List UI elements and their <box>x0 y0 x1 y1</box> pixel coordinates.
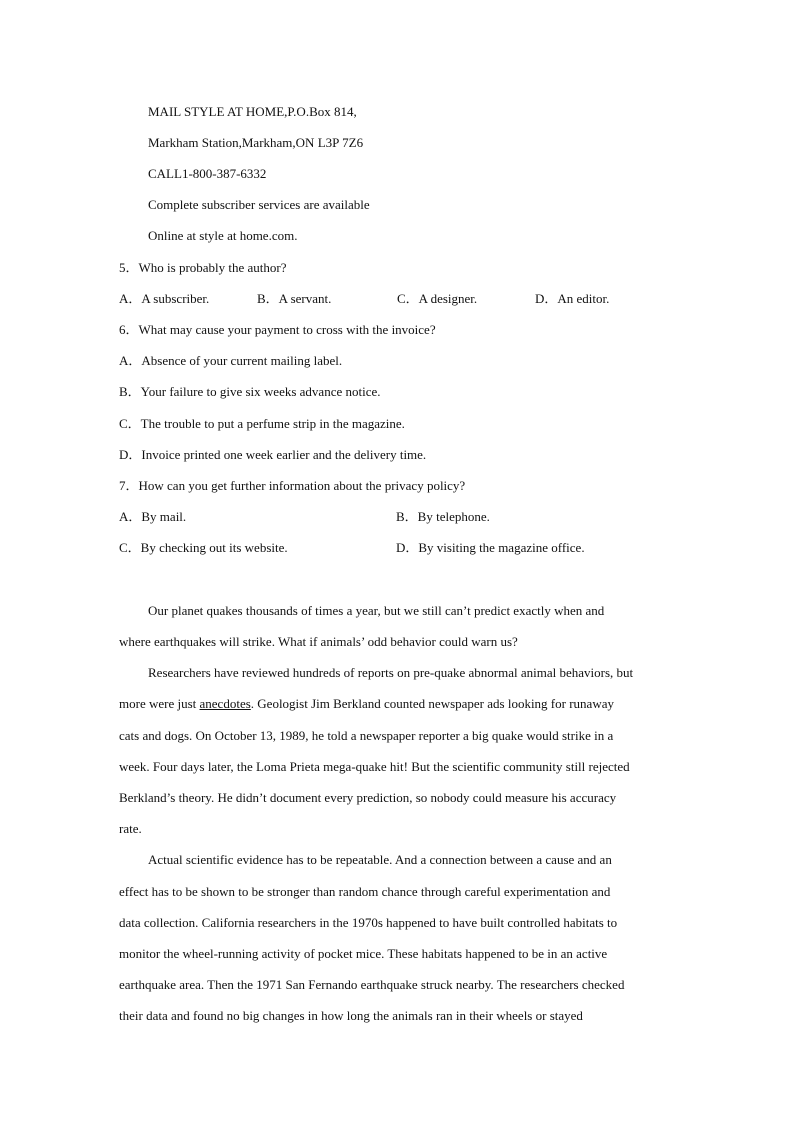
passage-p2-line-5: Berkland’s theory. He didn’t document every prediction, so nobody could measure his accuracy <box>119 790 617 805</box>
question-5-option-c: C．A designer. <box>397 291 478 306</box>
question-6-option-d: D．Invoice printed one week earlier and the delivery time. <box>119 447 427 462</box>
passage-p3-line-3: data collection. California researchers in the 1970s happened to have built controlled habitats to <box>119 915 618 930</box>
address-line-2: Markham Station,Markham,ON L3P 7Z6 <box>148 135 364 150</box>
passage-p2-line-3: cats and dogs. On October 13, 1989, he told a newspaper reporter a big quake would strike in a <box>119 728 614 743</box>
passage-p3-line-1: Actual scientific evidence has to be repeatable. And a connection between a cause and an <box>148 852 612 867</box>
question-7-option-a: A．By mail. <box>119 509 187 524</box>
passage-p2-line-2-post: . Geologist Jim Berkland counted newspaper ads looking for runaway <box>250 696 614 711</box>
question-7-stem: 7．How can you get further information about the privacy policy? <box>119 478 466 493</box>
question-7-option-c: C．By checking out its website. <box>119 540 288 555</box>
passage-p2-line-2-pre: more were just <box>119 696 200 711</box>
passage-p1-line-1: Our planet quakes thousands of times a year, but we still can’t predict exactly when and <box>148 603 605 618</box>
question-5-option-d: D．An editor. <box>535 291 610 306</box>
address-line-3: CALL1-800-387-6332 <box>148 166 267 181</box>
question-7-option-d: D．By visiting the magazine office. <box>396 540 585 555</box>
passage-p3-line-6: their data and found no big changes in how long the animals ran in their wheels or stayed <box>119 1008 583 1023</box>
passage-p3-line-4: monitor the wheel-running activity of pocket mice. These habitats happened to be in an active <box>119 946 608 961</box>
question-6-option-b: B．Your failure to give six weeks advance notice. <box>119 384 381 399</box>
passage-p3-line-5: earthquake area. Then the 1971 San Fernando earthquake struck nearby. The researchers checked <box>119 977 625 992</box>
address-line-5: Online at style at home.com. <box>148 228 298 243</box>
anecdotes-underlined-word: anecdotes <box>199 696 251 711</box>
passage-p2-line-6: rate. <box>119 821 142 836</box>
question-5-option-a: A．A subscriber. <box>119 291 210 306</box>
question-5-option-b: B．A servant. <box>257 291 332 306</box>
passage-p3-line-2: effect has to be shown to be stronger than random chance through careful experimentation and <box>119 884 611 899</box>
question-5-stem: 5．Who is probably the author? <box>119 260 287 275</box>
question-7-option-b: B．By telephone. <box>396 509 490 524</box>
address-line-4: Complete subscriber services are available <box>148 197 370 212</box>
passage-p2-line-2 <box>119 696 614 712</box>
question-6-option-c: C．The trouble to put a perfume strip in the magazine. <box>119 416 405 431</box>
question-6-option-a: A．Absence of your current mailing label. <box>119 353 343 368</box>
passage-p2-line-1: Researchers have reviewed hundreds of reports on pre-quake abnormal animal behaviors, but <box>148 665 634 680</box>
passage-p2-line-4: week. Four days later, the Loma Prieta mega-quake hit! But the scientific community still rejected <box>119 759 630 774</box>
passage-p1-line-2: where earthquakes will strike. What if animals’ odd behavior could warn us? <box>119 634 518 649</box>
address-line-1: MAIL STYLE AT HOME,P.O.Box 814, <box>148 104 357 119</box>
question-6-stem: 6．What may cause your payment to cross with the invoice? <box>119 322 436 337</box>
